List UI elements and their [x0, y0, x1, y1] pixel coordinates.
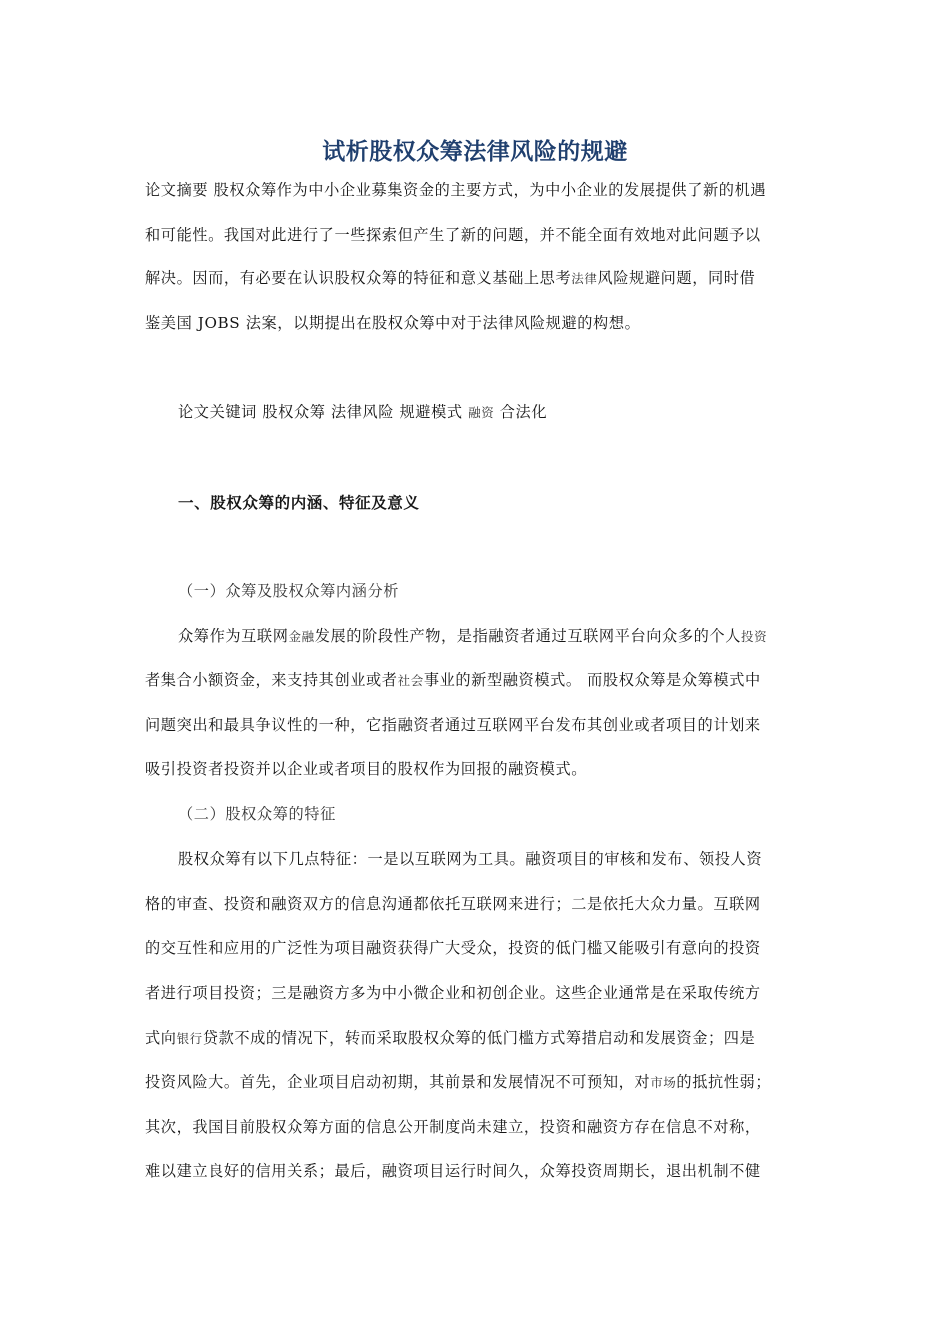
keywords-line	[178, 401, 547, 424]
para-2-line-5-text-end: 贷款不成的情况下，转而采取股权众筹的低门槛方式筹措启动和发展资金；四是	[202, 1029, 756, 1047]
subsection-2-heading: （二）股权众筹的特征	[178, 805, 336, 823]
keyword-financing: 融资	[468, 405, 495, 420]
para-1-line-2	[145, 669, 761, 692]
para-1-line-2-text-end: 事业的新型融资模式。 而股权众筹是众筹模式中	[423, 671, 761, 689]
subsection-1-heading: （一）众筹及股权众筹内涵分析	[178, 582, 400, 600]
term-society: 社会	[397, 673, 424, 688]
abstract-line-1: 论文摘要 股权众筹作为中小企业募集资金的主要方式，为中小企业的发展提供了新的机遇	[145, 181, 767, 199]
para-1-text-mid: 发展的阶段性产物，是指融资者通过互联网平台向众多的个人	[314, 627, 741, 645]
abstract-line-4: 鉴美国 JOBS 法案，以期提出在股权众筹中对于法律风险规避的构想。	[145, 314, 641, 332]
para-1-line-2-text: 者集合小额资金，来支持其创业或者	[145, 671, 398, 689]
para-2-line-6-text: 投资风险大。首先，企业项目启动初期，其前景和发展情况不可预知，对	[145, 1073, 651, 1091]
term-bank: 银行	[176, 1031, 203, 1046]
para-2-line-1: 股权众筹有以下几点特征：一是以互联网为工具。融资项目的审核和发布、领投人资	[178, 850, 763, 868]
term-market: 市场	[650, 1075, 677, 1090]
para-2-line-6-text-end: 的抵抗性弱；	[676, 1073, 772, 1091]
document-title: 试析股权众筹法律风险的规避	[322, 139, 628, 165]
para-2-line-6	[145, 1071, 771, 1094]
para-2-line-7: 其次，我国目前股权众筹方面的信息公开制度尚未建立，投资和融资方存在信息不对称，	[145, 1118, 761, 1136]
section-1-heading: 一、股权众筹的内涵、特征及意义	[178, 494, 420, 512]
term-finance: 金融	[288, 629, 315, 644]
abstract-line-2: 和可能性。我国对此进行了一些探索但产生了新的问题，并不能全面有效地对此问题予以	[145, 226, 761, 244]
para-2-line-4: 者进行项目投资；三是融资方多为中小微企业和初创企业。这些企业通常是在采取传统方	[145, 984, 761, 1002]
keywords-text-end: 合法化	[494, 403, 548, 421]
para-2-line-5-text: 式向	[145, 1029, 177, 1047]
para-2-line-3: 的交互性和应用的广泛性为项目融资获得广大受众，投资的低门槛又能吸引有意向的投资	[145, 939, 761, 957]
para-2-line-5	[145, 1027, 755, 1050]
para-1-text: 众筹作为互联网	[178, 627, 289, 645]
para-1-line-1	[178, 625, 767, 648]
para-2-line-2: 格的审查、投资和融资双方的信息沟通都依托互联网来进行；二是依托大众力量。互联网	[145, 895, 761, 913]
term-investment: 投资	[740, 629, 768, 644]
abstract-line-3	[145, 267, 755, 290]
keywords-text: 论文关键词 股权众筹 法律风险 规避模式	[178, 403, 469, 421]
abstract-link-law: 法律	[571, 271, 598, 286]
abstract-line-3-text: 解决。因而，有必要在认识股权众筹的特征和意义基础上思考	[145, 269, 572, 287]
para-1-line-4: 吸引投资者投资并以企业或者项目的股权作为回报的融资模式。	[145, 760, 588, 778]
para-2-line-8: 难以建立良好的信用关系；最后，融资项目运行时间久，众筹投资周期长，退出机制不健	[145, 1162, 761, 1180]
abstract-line-3-text-end: 风险规避问题，同时借	[597, 269, 756, 287]
para-1-line-3: 问题突出和最具争议性的一种，它指融资者通过互联网平台发布其创业或者项目的计划来	[145, 716, 761, 734]
